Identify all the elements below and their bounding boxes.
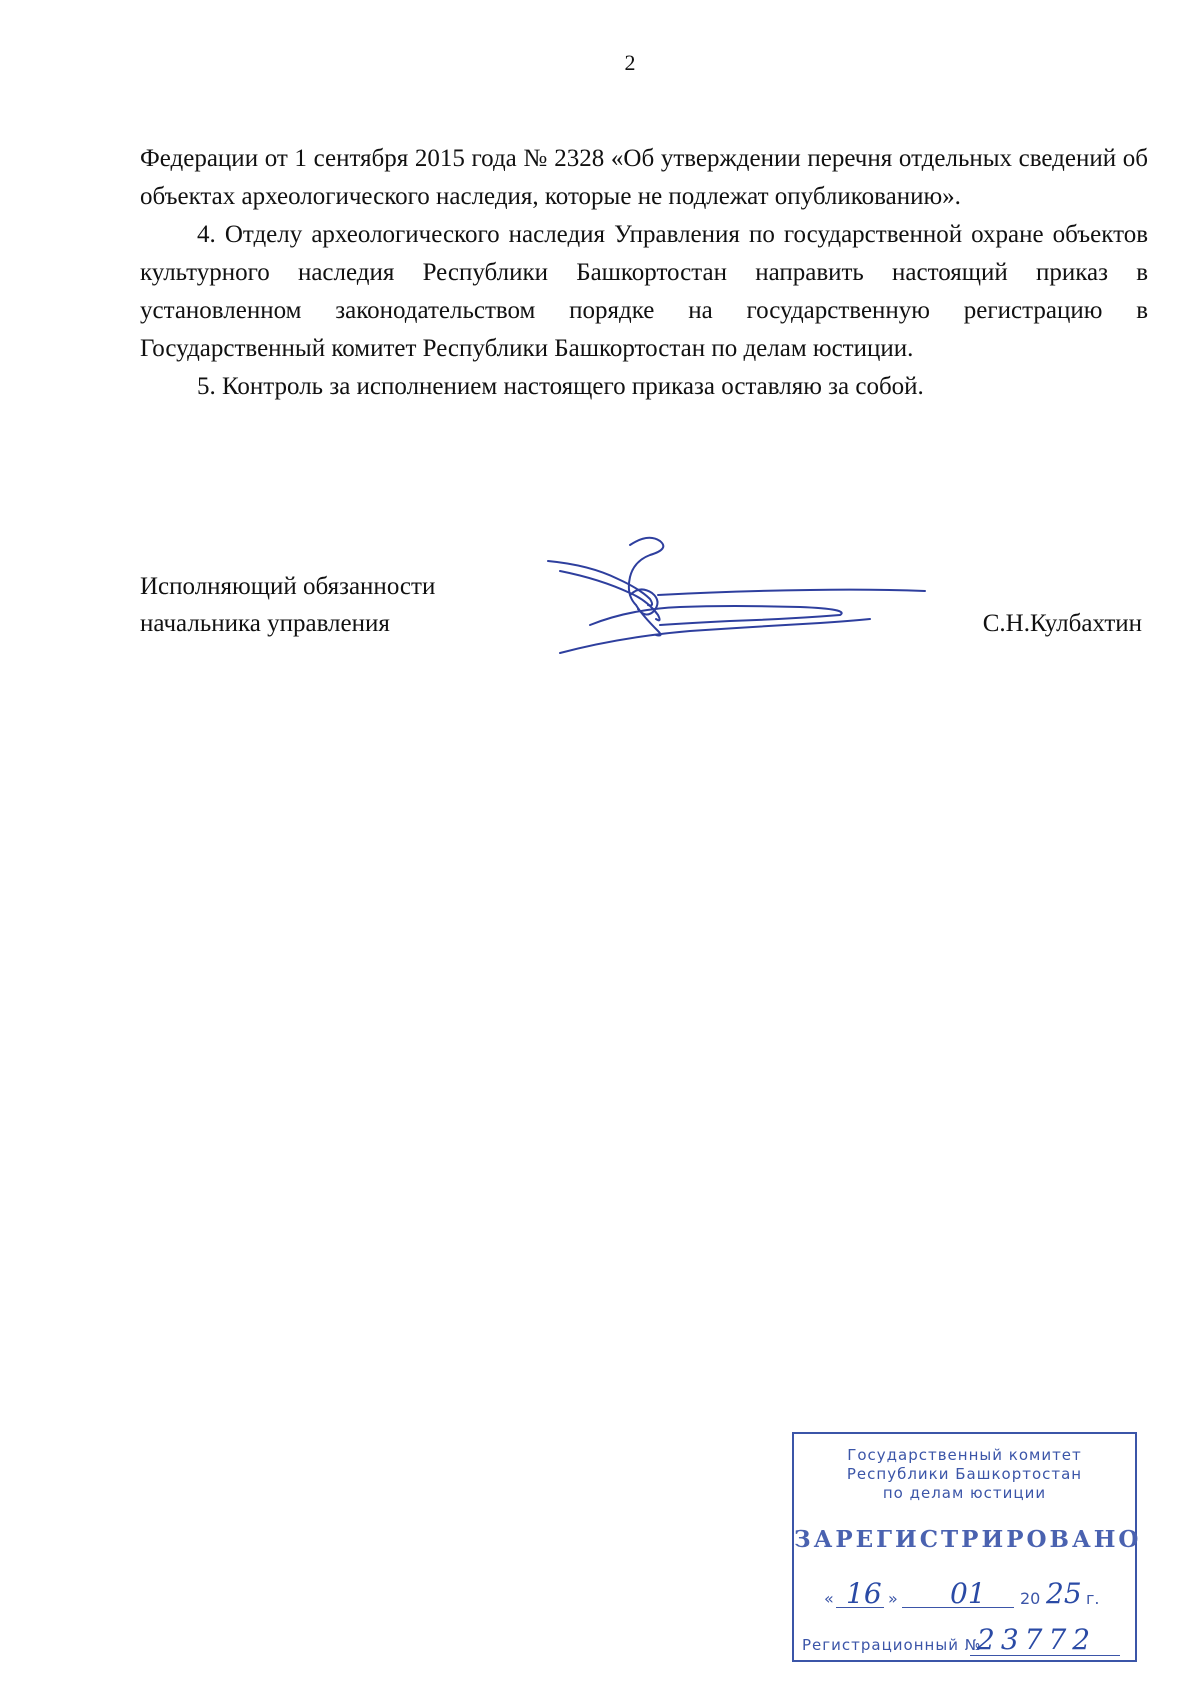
signatory-title xyxy=(140,568,435,642)
stamp-quote-open: « xyxy=(824,1589,834,1608)
paragraph-5: 5. Контроль за исполнением настоящего приказа оставляю за собой. xyxy=(197,373,924,400)
stamp-year-unit: г. xyxy=(1086,1589,1100,1608)
document-body xyxy=(140,140,1148,406)
page-number: 2 xyxy=(624,50,636,75)
stamp-year-prefix: 20 xyxy=(1020,1589,1041,1608)
registration-stamp xyxy=(792,1432,1142,1662)
stamp-reg-label: Регистрационный № xyxy=(802,1636,982,1654)
paragraph-4: 4. Отделу археологического наследия Управления по государственной охране объектов культурного наследия Республики Башкортостан направить настоящий приказ в установленном законодательством порядке на государственную регистрацию в Государственный комитет Республики Башкортостан по делам юстиции. xyxy=(140,221,1148,362)
stamp-year-suffix: 25 xyxy=(1046,1577,1082,1610)
paragraph-continuation: Федерации от 1 сентября 2015 года № 2328 «Об утверждении перечня отдельных сведений об объектах археологического наследия, которые не подлежат опубликованию». xyxy=(140,145,1148,210)
signatory-title-line-1: Исполняющий обязанности xyxy=(140,573,436,600)
stamp-registration-number xyxy=(802,1624,1132,1660)
signatory-name: С.Н.Кулбахтин xyxy=(982,610,1142,637)
stamp-authority-line-1: Государственный комитет xyxy=(847,1446,1082,1464)
handwritten-signature xyxy=(530,535,930,665)
signatory-title-line-2: начальника управления xyxy=(140,610,390,637)
stamp-status: ЗАРЕГИСТРИРОВАНО xyxy=(794,1526,1142,1553)
stamp-day: 16 xyxy=(846,1577,882,1610)
stamp-month: 01 xyxy=(950,1577,986,1610)
stamp-authority-line-3: по делам юстиции xyxy=(882,1484,1047,1502)
stamp-reg-number: 23772 xyxy=(977,1623,1097,1656)
stamp-quote-close: » xyxy=(888,1589,898,1608)
stamp-authority-line-2: Республики Башкортостан xyxy=(846,1465,1083,1483)
stamp-date xyxy=(824,1572,1124,1612)
